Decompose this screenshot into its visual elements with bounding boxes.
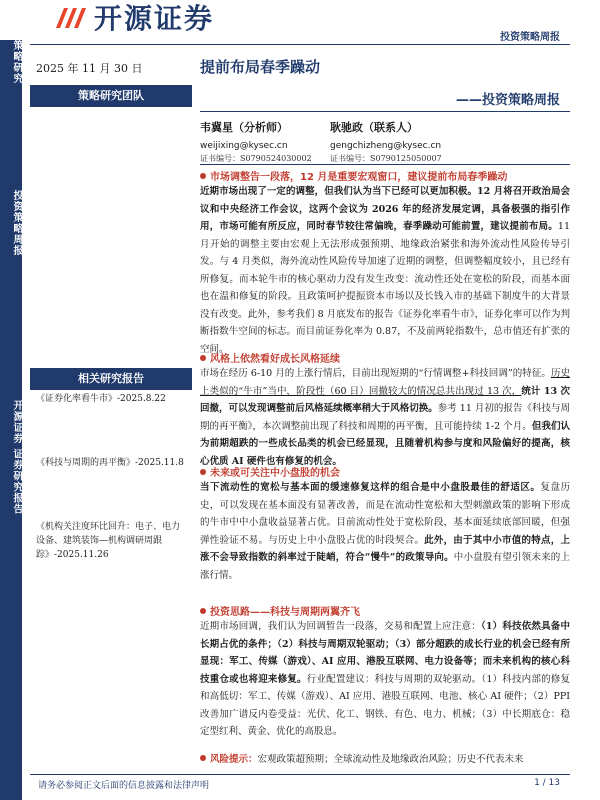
footer-divider (30, 774, 570, 775)
author-name: 韦冀星（分析师） (200, 121, 288, 134)
body-text: 近期市场回调，我们认为回调暂告一段落，交易和配置上应注意： (200, 621, 481, 632)
section-paragraph (200, 479, 570, 584)
section-heading-text: 市场调整告一段落，12 月是重要宏观窗口，建议提前布局春季躁动 (210, 172, 508, 183)
emphasis-text: （1）科技依然具备中长期占优的条件；（2）科技与周期双轮驱动；（3）部分超跌的成长行业的机会已经有所显现：军工、传媒（游戏）、AI 应用、港股互联网、电力设备等；而未来机构的核心科技重仓或也将迎来修复。 (200, 621, 570, 685)
author-email[interactable]: gengchizheng@kysec.cn (330, 141, 442, 151)
body-text: 中小盘股有望引领未来的上涨行情。 (200, 552, 570, 581)
related-report-item[interactable]: 《证券化率看牛市》-2025.8.22 (36, 394, 166, 404)
section-heading (200, 464, 340, 479)
related-report-item[interactable]: 《机构关注度环比回升：电子、电力设备、建筑装饰—机构调研周跟踪》-2025.11.26 (36, 522, 181, 560)
author-block (330, 121, 442, 165)
risk-text: 宏观政策超预期；全球流动性及地缘政治风险；历史不代表未来 (257, 754, 524, 765)
strip-label-strategy: 策略研究 (11, 40, 22, 84)
strip-label-securities: 开源证券 证券研究报告 (11, 400, 22, 515)
author-cert: 证书编号：S0790125050007 (330, 154, 442, 163)
team-badge: 策略研究团队 (30, 85, 192, 107)
emphasis-text: 此外，由于其中小市值的特点，上涨不会导致指数的斜率过于陡峭，符合“慢牛”的政策导向。 (200, 534, 570, 563)
page-number: 1 / 13 (534, 778, 560, 788)
author-name: 耿驰政（联系人） (330, 121, 418, 134)
author-email[interactable]: weijixing@kysec.cn (200, 141, 288, 151)
section-paragraph (200, 183, 570, 358)
bullet-icon (200, 608, 206, 614)
bullet-icon (200, 173, 206, 179)
emphasis-text: 近期市场出现了一定的调整，但我们认为当下已经可以更加积极。12 月将召开政治局会议和中央经济工作会议，这两个会议为 2026 年的经济发展定调，具备极强的指引作用，市场可能有所反应，同时春节较往常偏晚，春季躁动可能前置，建议提前布局。 (200, 186, 570, 232)
body-text: 行业配置建议：科技与周期的双轮驱动。（1）科技内部的修复和高低切：军工、传媒（游戏）、AI 应用、港股互联网、电池、核心 AI 硬件；（2）PPI 改善加广谱反内卷受益：光伏、化工、钢铁、有色、电力、机械；（3）中长期底仓：稳定型红利、黄金、优化的高股息。 (200, 673, 570, 737)
body-text: 市场在经历 6-10 月的上涨行情后，目前出现短期的“行情调整+科技回调”的特征。 (200, 368, 551, 379)
doc-type-label: 投资策略周报 (500, 32, 560, 43)
body-text: 参考 11 月初的报告《科技与周期的再平衡》，本次调整前出现了科技和周期的再平衡，且可能持续 1-2 个月。 (200, 403, 570, 432)
logo-text: 开源证券 (94, 2, 215, 35)
author-cert: 证书编号：S0790524030002 (200, 154, 312, 163)
body-text: 11 月开始的调整主要由宏观上无法形成强预期、地缘政治紧张和海外流动性风险传导引发。与 4 月类似，海外流动性风险传导加速了近期的调整，但调整幅度较小，且已经有所修复。而本轮牛市的核心驱动力没有发生改变：流动性还处在宽松的阶段，而基本面也在温和修复的阶段。且政策呵护提振资本市场以及长钱入市的基础下制度牛的大背景没有改变。此外，参考我们 8 月底发布的报告《证券化率看牛市》，证券化率可以作为判断指数牛空间的标志。而目前证券化率为 0.87，不及前两轮指数牛，总市值还有扩张的空间。 (200, 221, 570, 355)
related-report-item[interactable]: 《科技与周期的再平衡》-2025.11.8 (36, 458, 184, 468)
related-reports-heading: 相关研究报告 (30, 368, 192, 390)
section-paragraph (200, 618, 570, 741)
section-heading (200, 350, 340, 365)
risk-label: 风险提示： (210, 754, 258, 765)
title-divider (200, 111, 570, 112)
disclaimer-note: 请务必参阅正文后面的信息披露和法律声明 (38, 781, 210, 791)
bullet-icon (200, 755, 206, 761)
body-text: 复盘历史，可以发现在基本面没有显著改善，而是在流动性宽松和大型刺激政策的影响下形成的牛市中中小盘收益显著占优。目前流动性处于宽松阶段，基本面延续底部回暖，但强弹性验证不易。与历史上中小盘股占优的时段契合。 (200, 482, 570, 546)
logo-mark-icon (52, 4, 90, 34)
author-divider (200, 164, 570, 165)
header-divider (30, 44, 570, 45)
bullet-icon (200, 469, 206, 475)
section-heading (200, 168, 507, 183)
section-heading-text: 风格上依然看好成长风格延续 (210, 354, 340, 365)
company-logo (52, 2, 214, 36)
section-heading-text: 投资思路——科技与周期两翼齐飞 (210, 607, 360, 618)
report-subtitle: ——投资策略周报 (455, 93, 560, 108)
underlined-text: 历史上类似的“牛市”当中，阶段性（60 日）回撤较大的情况总共出现过 13 次， (200, 368, 570, 397)
report-date: 2025 年 11 月 30 日 (36, 62, 143, 75)
section-paragraph (200, 365, 570, 470)
emphasis-text: 统计 13 次回撤，可以发现调整前后风格延续概率稍大于风格切换。 (200, 385, 571, 414)
emphasis-text: 但我们认为前期超跌的一些成长品类的机会已经显现，且随着机构参与度和风险偏好的提高，核心优质 AI 硬件也有修复的机会。 (200, 420, 570, 467)
author-block (200, 121, 312, 165)
report-title: 提前布局春季躁动 (200, 58, 321, 76)
bullet-icon (200, 355, 206, 361)
risk-line (200, 751, 570, 769)
section-heading (200, 603, 360, 618)
strip-label-weekly: 投资策略周报 (11, 190, 22, 256)
emphasis-text: 当下流动性的宽松与基本面的缓速修复这样的组合是中小盘股最佳的舒适区。 (200, 482, 541, 493)
section-heading-text: 未来或可关注中小盘股的机会 (210, 468, 340, 479)
